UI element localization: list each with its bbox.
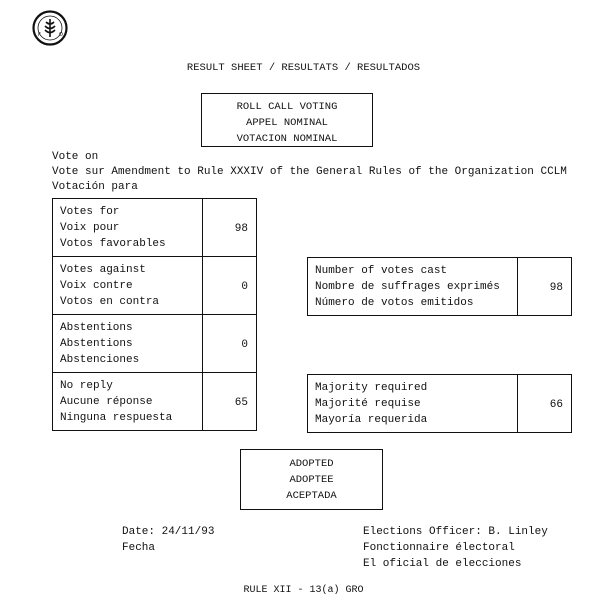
votes-cast-value-cell	[517, 257, 572, 316]
result-es: ACEPTADA	[286, 490, 337, 502]
votes-cast-es: Número de votos emitidos	[315, 297, 474, 309]
majority-es: Mayoría requerida	[315, 414, 428, 426]
elections-officer-fr: Fonctionnaire électoral	[363, 542, 515, 554]
voting-type-es: VOTACION NOMINAL	[236, 133, 338, 145]
date-block	[122, 524, 214, 556]
date-value: Date: 24/11/93	[122, 526, 215, 538]
result-fr: ADOPTEE	[289, 474, 334, 486]
votes-against-es: Votos en contra	[60, 296, 160, 308]
vote-on-label-es: Votación para	[52, 181, 138, 193]
vote-subject: Vote sur Amendment to Rule XXXIV of the General Rules of the Organization CCLM	[52, 166, 567, 178]
svg-text:F: F	[38, 32, 41, 38]
date-label-es: Fecha	[122, 542, 156, 554]
abstentions-fr: Abstentions	[60, 338, 133, 350]
votes-against-label-cell	[52, 256, 203, 315]
elections-officer-es: El oficial de elecciones	[363, 558, 522, 570]
votes-cast-label-cell	[307, 257, 518, 316]
no-reply-value: 65	[234, 397, 248, 409]
abstentions-en: Abstentions	[60, 322, 133, 334]
abstentions-value-cell	[202, 314, 257, 373]
no-reply-value-cell	[202, 372, 257, 431]
voting-type-en: ROLL CALL VOTING	[236, 101, 338, 113]
votes-for-fr: Voix pour	[60, 222, 120, 234]
rule-reference: RULE XII - 13(a) GRO	[243, 585, 364, 596]
votes-for-label-cell	[52, 198, 203, 257]
no-reply-es: Ninguna respuesta	[60, 412, 173, 424]
no-reply-fr: Aucune réponse	[60, 396, 153, 408]
majority-value: 66	[549, 399, 563, 411]
vote-on-label: Vote on	[52, 151, 99, 163]
votes-against-en: Votes against	[60, 264, 146, 276]
votes-for-es: Votos favorables	[60, 238, 166, 250]
page-title: RESULT SHEET / RESULTATS / RESULTADOS	[186, 62, 421, 74]
votes-for-value-cell	[202, 198, 257, 257]
fao-logo-icon	[32, 10, 68, 46]
majority-en: Majority required	[315, 382, 428, 394]
votes-cast-value: 98	[549, 282, 563, 294]
voting-type-box	[201, 93, 373, 147]
result-en: ADOPTED	[289, 458, 334, 470]
majority-label-cell	[307, 374, 518, 433]
voting-type-fr: APPEL NOMINAL	[246, 117, 328, 129]
majority-fr: Majorité requise	[315, 398, 421, 410]
majority-value-cell	[517, 374, 572, 433]
officer-block	[363, 524, 548, 572]
abstentions-value: 0	[241, 339, 248, 351]
votes-cast-fr: Nombre de suffrages exprimés	[315, 281, 500, 293]
no-reply-label-cell	[52, 372, 203, 431]
abstentions-es: Abstenciones	[60, 354, 140, 366]
votes-against-fr: Voix contre	[60, 280, 133, 292]
votes-against-value: 0	[241, 281, 248, 293]
abstentions-label-cell	[52, 314, 203, 373]
elections-officer: Elections Officer: B. Linley	[363, 526, 548, 538]
no-reply-en: No reply	[60, 380, 113, 392]
votes-against-value-cell	[202, 256, 257, 315]
result-box	[240, 449, 383, 510]
votes-for-value: 98	[234, 223, 248, 235]
svg-text:O: O	[59, 32, 63, 38]
votes-for-en: Votes for	[60, 206, 120, 218]
votes-cast-en: Number of votes cast	[315, 265, 448, 277]
